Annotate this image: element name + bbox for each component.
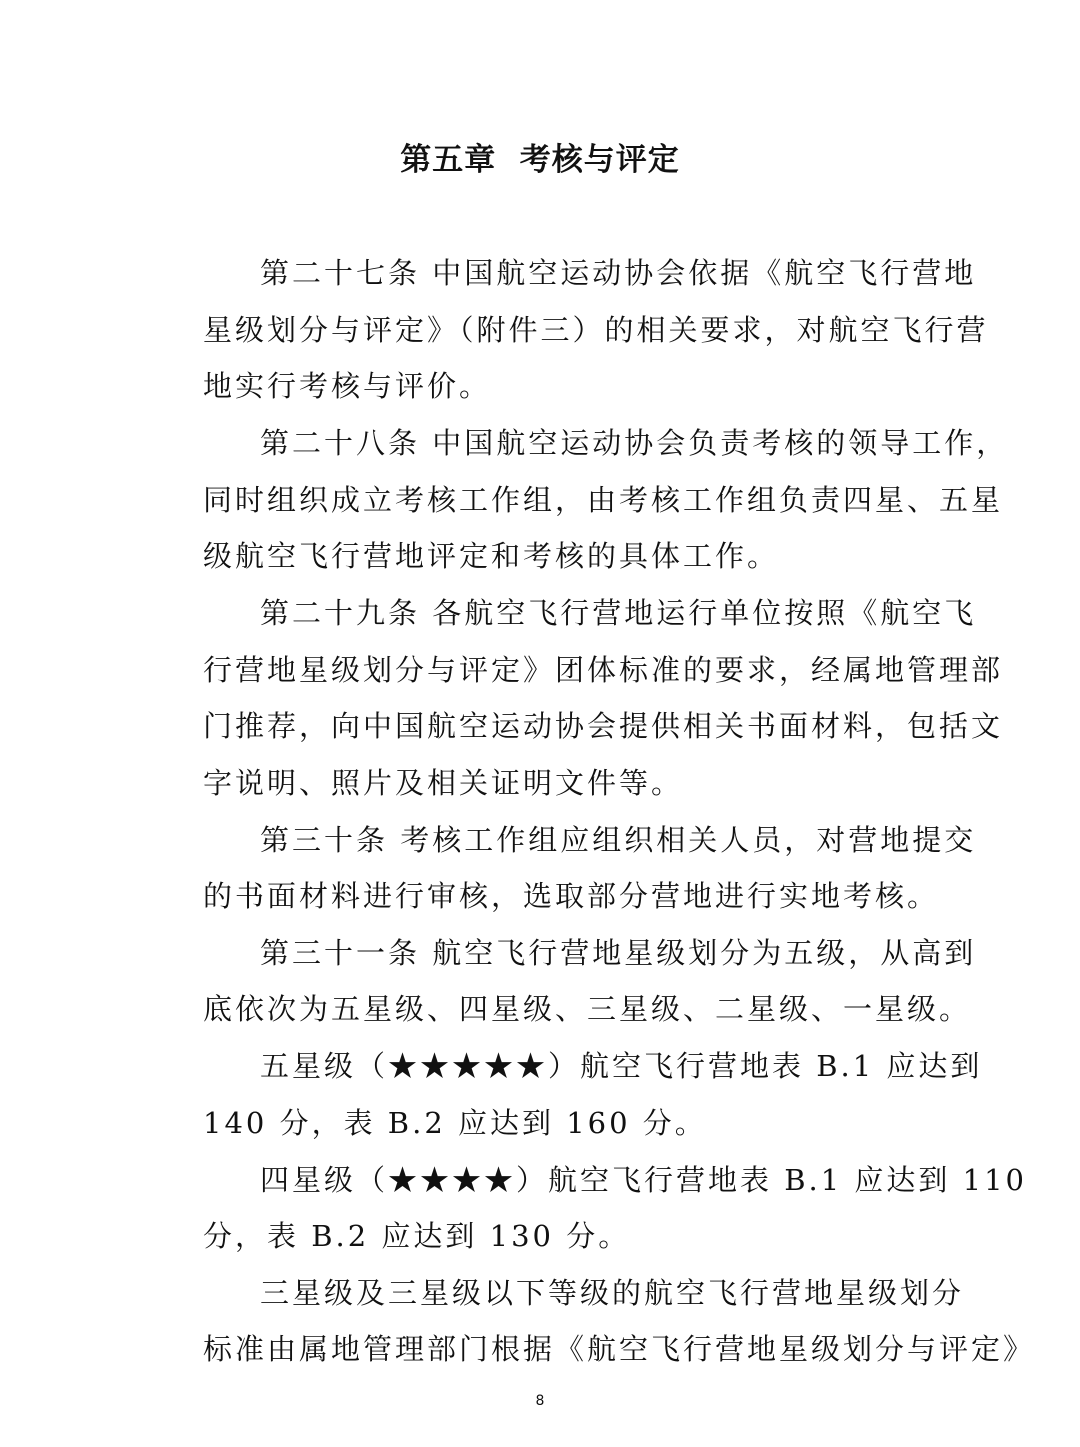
four-star-line-2: 分，表 B.2 应达到 130 分。 <box>203 1219 631 1253</box>
three-star-line-1: 三星级及三星级以下等级的航空飞行营地星级划分 <box>260 1276 965 1310</box>
article-31-line-2: 底依次为五星级、四星级、三星级、二星级、一星级。 <box>203 992 972 1026</box>
article-29-line-2: 行营地星级划分与评定》团体标准的要求，经属地管理部 <box>203 653 1004 687</box>
article-29-line-1: 第二十九条 各航空飞行营地运行单位按照《航空飞 <box>260 596 977 630</box>
article-28-line-2: 同时组织成立考核工作组，由考核工作组负责四星、五星 <box>203 483 1004 517</box>
four-star-line-1: 四星级（★★★★）航空飞行营地表 B.1 应达到 110 <box>260 1163 1027 1197</box>
five-star-line-2: 140 分，表 B.2 应达到 160 分。 <box>203 1106 707 1140</box>
article-27-line-1: 第二十七条 中国航空运动协会依据《航空飞行营地 <box>260 256 977 290</box>
three-star-line-2: 标准由属地管理部门根据《航空飞行营地星级划分与评定》 <box>203 1332 1036 1366</box>
article-31-line-1: 第三十一条 航空飞行营地星级划分为五级，从高到 <box>260 936 977 970</box>
chapter-title: 第五章 考核与评定 <box>400 142 680 178</box>
article-30-line-1: 第三十条 考核工作组应组织相关人员，对营地提交 <box>260 823 977 857</box>
article-27-line-2: 星级划分与评定》（附件三）的相关要求，对航空飞行营 <box>203 313 989 347</box>
article-28-line-3: 级航空飞行营地评定和考核的具体工作。 <box>203 539 780 573</box>
article-30-line-2: 的书面材料进行审核，选取部分营地进行实地考核。 <box>203 879 940 913</box>
page-number: 8 <box>535 1393 545 1409</box>
article-28-line-1: 第二十八条 中国航空运动协会负责考核的领导工作， <box>260 426 1009 460</box>
article-29-line-3: 门推荐，向中国航空运动协会提供相关书面材料，包括文 <box>203 709 1004 743</box>
article-29-line-4: 字说明、照片及相关证明文件等。 <box>203 766 684 800</box>
five-star-line-1: 五星级（★★★★★）航空飞行营地表 B.1 应达到 <box>260 1049 983 1083</box>
article-27-line-3: 地实行考核与评价。 <box>203 369 492 403</box>
